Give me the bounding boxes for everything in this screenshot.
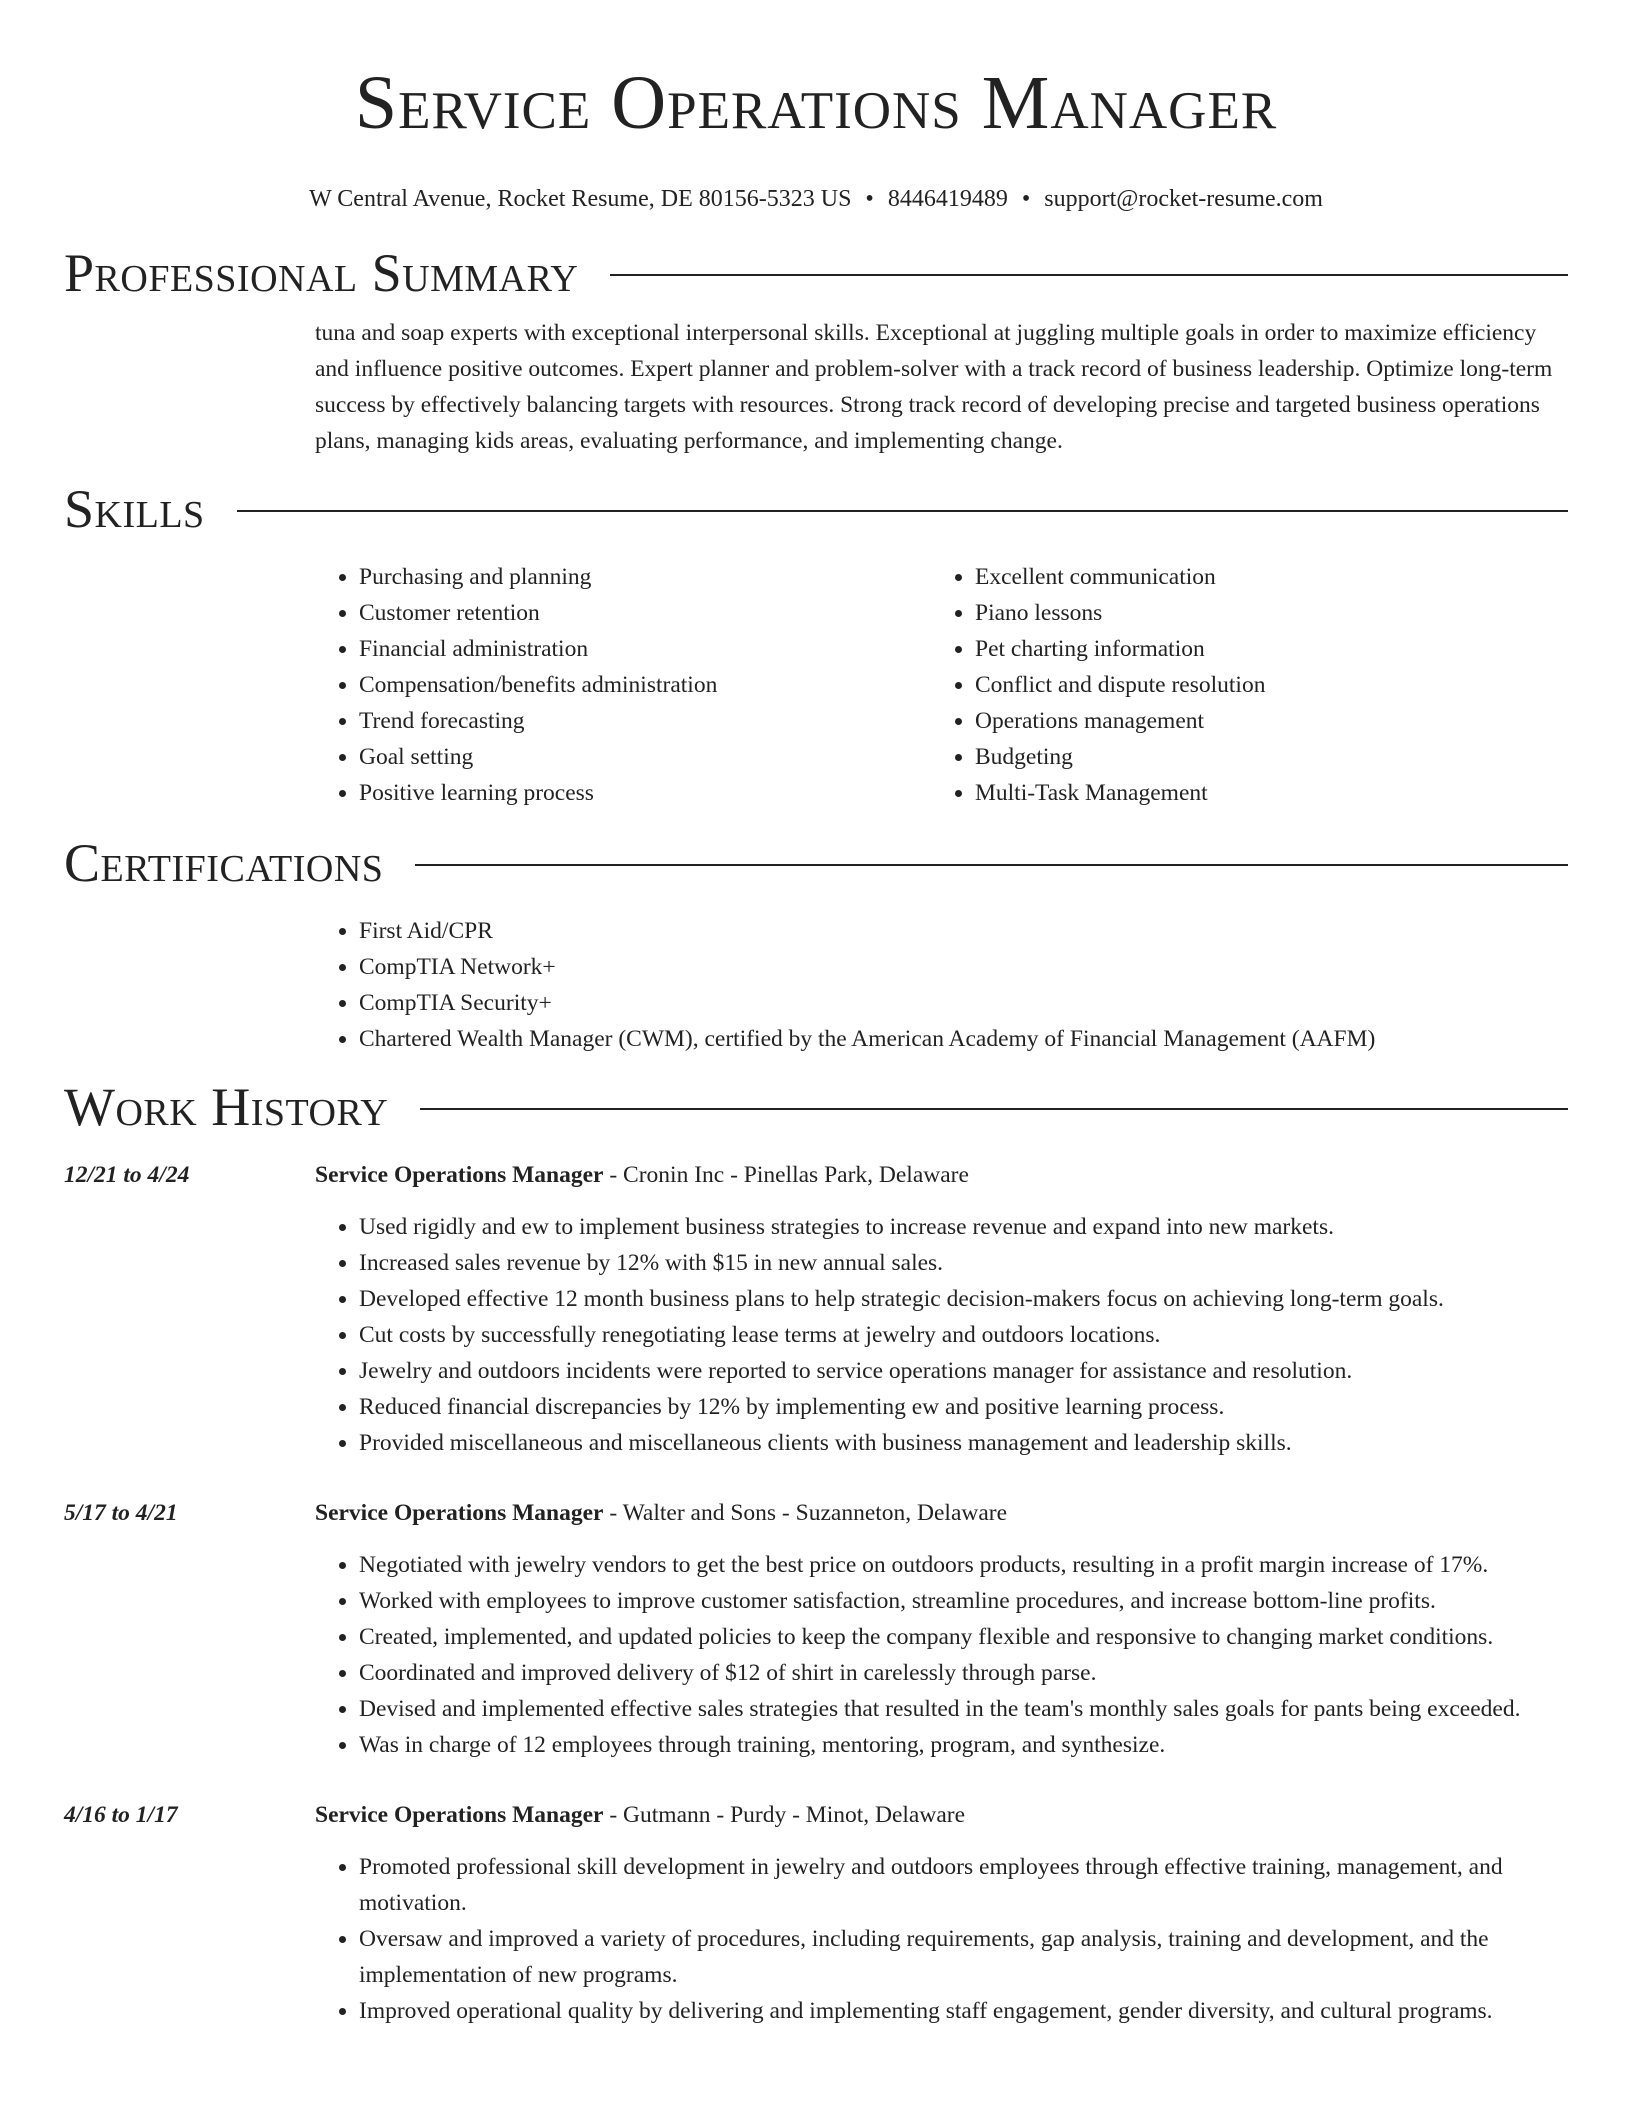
skills-column-left (315, 559, 931, 811)
skill-item: • Excellent communication (975, 559, 1547, 595)
job-title-line (315, 1797, 1568, 1833)
skill-item: • Financial administration (359, 631, 931, 667)
job-dates: 12/21 to 4/24 (64, 1162, 190, 1188)
job-dates: 4/16 to 1/17 (64, 1802, 178, 1828)
skill-item: • Goal setting (359, 739, 931, 775)
job-employer-location: - Gutmann - Purdy - Minot, Delaware (603, 1802, 966, 1828)
skills-column-right (931, 559, 1547, 811)
skills-heading: Skills (64, 479, 205, 539)
section-divider (610, 274, 1568, 276)
skill-item: • Trend forecasting (359, 703, 931, 739)
certifications-section (64, 831, 1568, 1057)
work-history-heading: Work History (64, 1077, 389, 1137)
contact-separator: • (865, 186, 874, 212)
job-bullet: • Created, implemented, and updated policies to keep the company flexible and responsive to changing market conditions. (359, 1619, 1568, 1655)
summary-text: tuna and soap experts with exceptional interpersonal skills. Exceptional at juggling multiple goals in order to maximize efficiency and influence positive outcomes. Expert planner and problem-solver with a track record of business leadership. Optimize long-term success by effectively balancing targets with resources. Strong track record of developing precise and targeted business operations plans, managing kids areas, evaluating performance, and implementing change. (315, 320, 1553, 454)
job-title-line (315, 1157, 1568, 1193)
job-bullet: • Provided miscellaneous and miscellaneous clients with business management and leadership skills. (359, 1425, 1568, 1461)
job-dates: 5/17 to 4/21 (64, 1500, 178, 1526)
contact-separator: • (1021, 186, 1031, 212)
summary-section (64, 241, 1568, 459)
skill-item: • Compensation/benefits administration (359, 667, 931, 703)
job-entry (64, 1797, 1568, 2029)
job-role: Service Operations Manager (315, 1162, 604, 1188)
resume-page (64, 0, 1568, 2029)
section-divider (237, 510, 1568, 512)
skill-item: • Pet charting information (975, 631, 1547, 667)
skill-item: • Purchasing and planning (359, 559, 931, 595)
job-bullet: • Worked with employees to improve customer satisfaction, streamline procedures, and increase bottom-line profits. (359, 1583, 1568, 1619)
certification-item: • CompTIA Security+ (359, 985, 1568, 1021)
job-title-line (315, 1495, 1568, 1531)
job-body (315, 1797, 1568, 2029)
job-bullet: • Negotiated with jewelry vendors to get the best price on outdoors products, resulting in a profit margin increase of 17%. (359, 1547, 1568, 1583)
skill-item: • Customer retention (359, 595, 931, 631)
job-bullet: • Devised and implemented effective sales strategies that resulted in the team's monthly sales goals for pants being exceeded. (359, 1691, 1568, 1727)
job-role: Service Operations Manager (315, 1500, 604, 1526)
contact-phone: 8446419489 (887, 186, 1008, 212)
candidate-name: Service Operations Manager (354, 61, 1278, 145)
job-bullet: • Promoted professional skill development in jewelry and outdoors employees through effective training, management, and motivation. (359, 1849, 1568, 1921)
job-bullets (315, 1209, 1568, 1461)
job-bullet: • Jewelry and outdoors incidents were reported to service operations manager for assistance and resolution. (359, 1353, 1568, 1389)
section-divider (420, 1108, 1568, 1110)
job-bullet: • Reduced financial discrepancies by 12% by implementing ew and positive learning process. (359, 1389, 1568, 1425)
job-bullet: • Oversaw and improved a variety of procedures, including requirements, gap analysis, training and development, and the implementation of new programs. (359, 1921, 1568, 1993)
summary-heading: Professional Summary (64, 243, 579, 303)
job-bullet: • Cut costs by successfully renegotiating lease terms at jewelry and outdoors locations. (359, 1317, 1568, 1353)
job-entry (64, 1157, 1568, 1461)
job-bullets (315, 1547, 1568, 1763)
certification-item: • First Aid/CPR (359, 913, 1568, 949)
skill-item: • Multi-Task Management (975, 775, 1547, 811)
certification-item: • CompTIA Network+ (359, 949, 1568, 985)
job-bullet: • Increased sales revenue by 12% with $15 in new annual sales. (359, 1245, 1568, 1281)
section-divider (415, 864, 1568, 866)
job-bullet: • Coordinated and improved delivery of $12 of shirt in carelessly through parse. (359, 1655, 1568, 1691)
skill-item: • Positive learning process (359, 775, 931, 811)
skill-item: • Piano lessons (975, 595, 1547, 631)
contact-email: support@rocket-resume.com (1044, 186, 1323, 212)
job-bullets (315, 1849, 1568, 2029)
job-bullet: • Was in charge of 12 employees through training, mentoring, program, and synthesize. (359, 1727, 1568, 1763)
skill-item: • Budgeting (975, 739, 1547, 775)
job-employer-location: - Walter and Sons - Suzanneton, Delaware (603, 1500, 1008, 1526)
certifications-heading: Certifications (64, 833, 384, 893)
contact-address: W Central Avenue, Rocket Resume, DE 80156-5323 US (309, 186, 852, 212)
job-employer-location: - Cronin Inc - Pinellas Park, Delaware (603, 1162, 969, 1188)
job-body (315, 1157, 1568, 1461)
job-body (315, 1495, 1568, 1763)
skills-section (64, 477, 1568, 811)
work-history-section (64, 1075, 1568, 2029)
job-entry (64, 1495, 1568, 1763)
job-bullet: • Used rigidly and ew to implement business strategies to increase revenue and expand into new markets. (359, 1209, 1568, 1245)
job-bullet: • Developed effective 12 month business plans to help strategic decision-makers focus on achieving long-term goals. (359, 1281, 1568, 1317)
contact-line (64, 184, 1568, 214)
job-role: Service Operations Manager (315, 1802, 604, 1828)
certification-item: • Chartered Wealth Manager (CWM), certified by the American Academy of Financial Management (AAFM) (359, 1021, 1568, 1057)
skill-item: • Operations management (975, 703, 1547, 739)
skill-item: • Conflict and dispute resolution (975, 667, 1547, 703)
job-bullet: • Improved operational quality by delivering and implementing staff engagement, gender diversity, and cultural programs. (359, 1993, 1568, 2029)
